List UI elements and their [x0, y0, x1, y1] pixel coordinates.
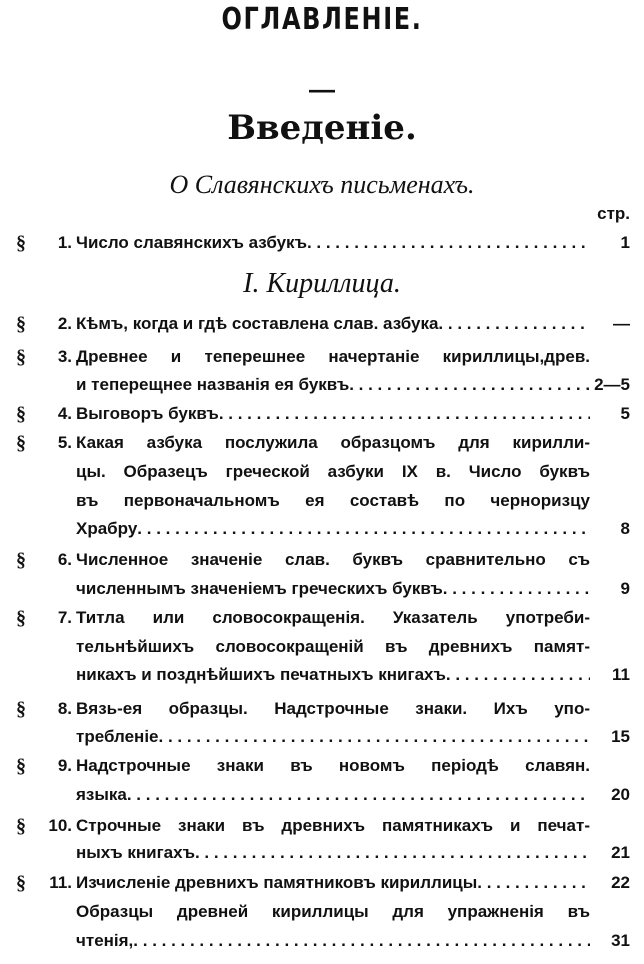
- toc-entry-line: [0, 841, 644, 865]
- entry-text: [76, 754, 590, 778]
- toc-entry-line: [0, 312, 644, 336]
- section-sign-icon: §: [16, 346, 26, 368]
- page-number: 31: [611, 931, 630, 950]
- page-number: 9: [620, 579, 630, 598]
- section-number: 11.: [49, 873, 72, 892]
- section-sign-icon: §: [16, 403, 26, 425]
- entry-text-line: языка: [76, 785, 127, 804]
- toc-entry-line: [0, 548, 644, 572]
- toc-entry-line: [0, 606, 644, 630]
- toc-entry-line: [0, 814, 644, 838]
- toc-entry-line: [0, 871, 644, 895]
- section-sign-icon: §: [16, 815, 26, 837]
- entry-text-line: требленіе: [76, 727, 159, 746]
- toc-entry-line: [0, 725, 644, 749]
- toc-entry-line: [0, 929, 644, 953]
- toc-entry-line: [0, 489, 644, 513]
- page-number: 1: [620, 233, 630, 252]
- page-number: 21: [611, 843, 630, 862]
- entry-text: [76, 231, 590, 255]
- toc-entry-line: [0, 431, 644, 455]
- section-number: 7.: [57, 608, 72, 627]
- toc-entry-line: [0, 663, 644, 687]
- entry-text-line: Кѣмъ, когда и гдѣ составлена слав. азбука: [76, 314, 439, 333]
- toc-entry-line: [0, 783, 644, 807]
- section-number: 9.: [57, 756, 72, 775]
- section-subtitle: О Славянскихъ письменахъ.: [169, 170, 475, 199]
- entry-text: [76, 663, 590, 687]
- section-heading-introduction: Введеніе.: [227, 108, 417, 148]
- entry-text-line: тельнѣйшихъ словосокращеній въ древнихъ памят-: [76, 637, 590, 656]
- page-number: 5: [620, 404, 630, 423]
- section-sign-icon: §: [16, 232, 26, 254]
- entry-text: [76, 900, 590, 924]
- entry-text-line: Какая азбука послужила образцомъ для кирилли-: [76, 433, 590, 452]
- toc-entry-line: [0, 231, 644, 255]
- page-number: —: [613, 314, 630, 333]
- entry-text: [76, 460, 590, 484]
- dot-leader: [477, 871, 590, 895]
- toc-entry-line: [0, 402, 644, 426]
- dot-leader: [307, 231, 590, 255]
- entry-text: [76, 517, 590, 541]
- section-sign-icon: §: [16, 313, 26, 335]
- page-number: 22: [611, 873, 630, 892]
- entry-text-line: Древнее и теперешнее начертаніе кириллицы,древ.: [76, 347, 590, 366]
- entry-text: [76, 783, 590, 807]
- entry-text: [76, 606, 590, 630]
- section-sign-icon: §: [16, 432, 26, 454]
- entry-text-line: Титла или словосокращенія. Указатель употреби-: [76, 608, 590, 627]
- entry-text-line: Надстрочные знаки въ новомъ періодѣ славян.: [76, 756, 590, 775]
- entry-text-line: численнымъ значеніемъ греческихъ буквъ: [76, 579, 443, 598]
- entry-text: [76, 548, 590, 572]
- dot-leader: [438, 312, 590, 336]
- toc-entry-line: [0, 635, 644, 659]
- dot-leader: [219, 402, 590, 426]
- entry-text-line: Число славянскихъ азбукъ: [76, 233, 307, 252]
- entry-text: [76, 345, 590, 369]
- entry-text-line: Храбру: [76, 519, 138, 538]
- entry-text: [76, 373, 590, 397]
- entry-text: [76, 697, 590, 721]
- section-number: 5.: [57, 433, 72, 452]
- toc-entry-line: [0, 900, 644, 924]
- section-sign-icon: §: [16, 549, 26, 571]
- dot-leader: [133, 929, 590, 953]
- entry-text: [76, 489, 590, 513]
- entry-text-line: ныхъ книгахъ: [76, 843, 195, 862]
- toc-entry-line: [0, 577, 644, 601]
- entry-text: [76, 814, 590, 838]
- entry-text: [76, 577, 590, 601]
- dot-leader: [137, 517, 590, 541]
- section-sign-icon: §: [16, 872, 26, 894]
- dot-leader: [127, 783, 590, 807]
- toc-entry-line: [0, 373, 644, 397]
- section-sign-icon: §: [16, 755, 26, 777]
- page-number: 15: [611, 727, 630, 746]
- toc-entry-line: [0, 460, 644, 484]
- toc-entry-line: [0, 517, 644, 541]
- entry-text-line: чтенія,: [76, 931, 134, 950]
- entry-text-line: цы. Образецъ греческой азбуки IX в. Число буквъ: [76, 462, 590, 481]
- dot-leader: [159, 725, 591, 749]
- section-number: 10.: [48, 816, 72, 835]
- entry-text-line: никахъ и позднѣйшихъ печатныхъ книгахъ: [76, 665, 446, 684]
- entry-text: [76, 841, 590, 865]
- page-number: 20: [611, 785, 630, 804]
- entry-text-line: Образцы древней кириллицы для упражненія въ: [76, 902, 590, 921]
- toc-entry-line: [0, 754, 644, 778]
- entry-text: [76, 929, 590, 953]
- part-heading-cyrillic: I. Кириллица.: [243, 268, 401, 299]
- page-number: 2—5: [594, 375, 630, 394]
- section-number: 1.: [57, 233, 72, 252]
- dot-leader: [446, 663, 590, 687]
- page-column-label: стр.: [597, 204, 630, 223]
- section-sign-icon: §: [16, 607, 26, 629]
- entry-text-line: въ первоначальномъ ея составѣ по черноризцу: [76, 491, 590, 510]
- section-sign-icon: §: [16, 698, 26, 720]
- toc-entry-line: [0, 697, 644, 721]
- entry-text-line: Численное значеніе слав. буквъ сравнительно съ: [76, 550, 590, 569]
- entry-text: [76, 725, 590, 749]
- entry-text-line: Вязь-ея образцы. Надстрочные знаки. Ихъ упо-: [76, 699, 590, 718]
- page-number: 8: [620, 519, 630, 538]
- page-number: 11: [612, 665, 630, 684]
- toc-entry-line: [0, 345, 644, 369]
- section-number: 2.: [57, 314, 72, 333]
- section-number: 3.: [57, 347, 72, 366]
- section-number: 6.: [57, 550, 72, 569]
- entry-text-line: Строчные знаки въ древнихъ памятникахъ и печат-: [76, 816, 590, 835]
- section-number: 8.: [57, 699, 72, 718]
- entry-text-line: Выговоръ буквъ: [76, 404, 219, 423]
- page-title: ОГЛАВЛЕНІЕ.: [221, 2, 423, 37]
- section-number: 4.: [57, 404, 72, 423]
- entry-text: [76, 431, 590, 455]
- dot-leader: [443, 577, 590, 601]
- entry-text-line: Изчисленіе древнихъ памятниковъ кириллицы: [76, 873, 478, 892]
- entry-text: [76, 635, 590, 659]
- entry-text-line: и теперещнее названія ея буквъ: [76, 375, 350, 394]
- dot-leader: [195, 841, 590, 865]
- entry-text: [76, 871, 590, 895]
- title-divider: —: [309, 74, 335, 104]
- entry-text: [76, 402, 590, 426]
- entry-text: [76, 312, 590, 336]
- dot-leader: [349, 373, 590, 397]
